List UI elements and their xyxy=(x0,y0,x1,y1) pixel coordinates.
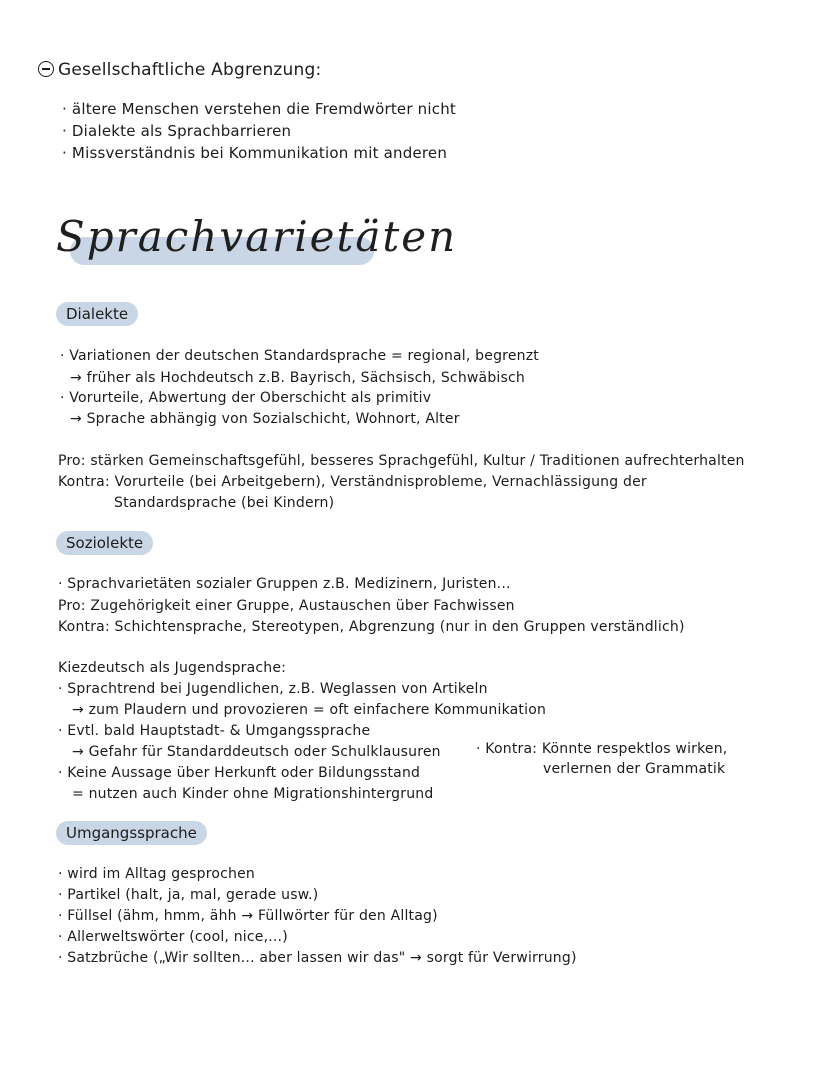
text-line: Kontra: Vorurteile (bei Arbeitgebern), Verständnisprobleme, Vernachlässigung der xyxy=(58,474,647,490)
text-line: → zum Plaudern und provozieren = oft einfachere Kommunikation xyxy=(72,702,547,718)
text-line: · Partikel (halt, ja, mal, gerade usw.) xyxy=(58,887,319,903)
text-line: Pro: stärken Gemeinschaftsgefühl, besseres Sprachgefühl, Kultur / Traditionen aufrechterhalten xyxy=(58,453,745,469)
text-line: · Sprachtrend bei Jugendlichen, z.B. Weglassen von Artikeln xyxy=(58,681,488,697)
text-line: · Füllsel (ähm, hmm, ähh → Füllwörter für den Alltag) xyxy=(58,908,438,924)
text-line: Standardsprache (bei Kindern) xyxy=(114,495,335,511)
text-line: · Evtl. bald Hauptstadt- & Umgangssprache xyxy=(58,723,371,739)
text-line: Kontra: Schichtensprache, Stereotypen, Abgrenzung (nur in den Gruppen verständlich) xyxy=(58,619,685,635)
intro-item: · Missverständnis bei Kommunikation mit anderen xyxy=(62,144,448,162)
text-line: · Sprachvarietäten sozialer Gruppen z.B. Medizinern, Juristen... xyxy=(58,576,511,592)
minus-circle-icon xyxy=(38,61,54,77)
text-line: · Variationen der deutschen Standardsprache = regional, begrenzt xyxy=(60,348,539,364)
intro-heading: Gesellschaftliche Abgrenzung: xyxy=(38,60,321,80)
intro-item: · ältere Menschen verstehen die Fremdwörter nicht xyxy=(62,100,456,118)
text-line: → Sprache abhängig von Sozialschicht, Wohnort, Alter xyxy=(70,411,460,427)
kontra-note: · Kontra: Könnte respektlos wirken, xyxy=(476,741,728,757)
text-line: · wird im Alltag gesprochen xyxy=(58,866,255,882)
section-label-umgangssprache: Umgangssprache xyxy=(56,821,207,845)
text-line: Kiezdeutsch als Jugendsprache: xyxy=(58,660,287,676)
text-line: Pro: Zugehörigkeit einer Gruppe, Austauschen über Fachwissen xyxy=(58,598,515,614)
text-line: · Allerweltswörter (cool, nice,...) xyxy=(58,929,288,945)
text-line: · Keine Aussage über Herkunft oder Bildungsstand xyxy=(58,765,421,781)
text-line: → Gefahr für Standarddeutsch oder Schulklausuren xyxy=(72,744,441,760)
kontra-note: verlernen der Grammatik xyxy=(543,761,726,777)
section-label-dialekte: Dialekte xyxy=(56,302,138,326)
section-label-soziolekte: Soziolekte xyxy=(56,531,153,555)
text-line: · Satzbrüche („Wir sollten... aber lassen wir das" → sorgt für Verwirrung) xyxy=(58,950,577,966)
page-title: Sprachvarietäten xyxy=(56,212,458,261)
text-line: = nutzen auch Kinder ohne Migrationshintergrund xyxy=(72,786,434,802)
text-line: · Vorurteile, Abwertung der Oberschicht als primitiv xyxy=(60,390,432,406)
text-line: → früher als Hochdeutsch z.B. Bayrisch, Sächsisch, Schwäbisch xyxy=(70,370,525,386)
intro-item: · Dialekte als Sprachbarrieren xyxy=(62,122,292,140)
